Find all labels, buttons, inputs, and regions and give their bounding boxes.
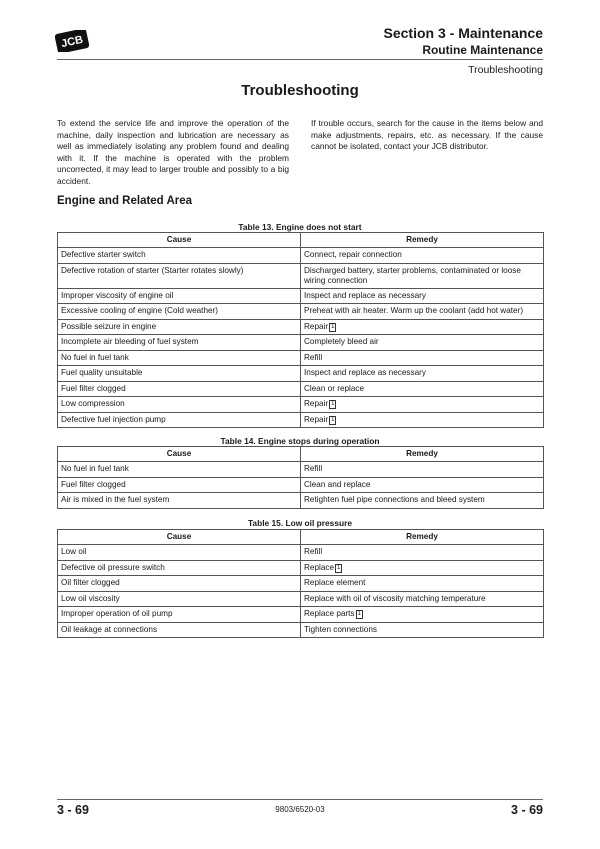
remedy-cell: [301, 381, 544, 397]
footnote-marker: 1: [331, 323, 335, 330]
column-header-remedy: Remedy: [301, 530, 544, 545]
remedy-text: Refill: [304, 547, 323, 556]
cause-cell: Incomplete air bleeding of fuel system: [58, 335, 301, 351]
table-row: [58, 412, 544, 428]
cause-cell: Air is mixed in the fuel system: [58, 493, 301, 509]
cause-cell: Oil filter clogged: [58, 576, 301, 592]
table-row: [58, 560, 544, 576]
remedy-cell: [301, 576, 544, 592]
table-row: [58, 381, 544, 397]
table-row: [58, 397, 544, 413]
topic-label: Troubleshooting: [468, 64, 543, 76]
cause-cell: No fuel in fuel tank: [58, 462, 301, 478]
table-row: [58, 493, 544, 509]
cause-cell: Excessive cooling of engine (Cold weather): [58, 304, 301, 320]
table-row: [58, 591, 544, 607]
table-row: [58, 622, 544, 638]
table-13-caption: Table 13. Engine does not start: [238, 222, 362, 232]
remedy-cell: [301, 319, 544, 335]
cause-cell: Improper viscosity of engine oil: [58, 288, 301, 304]
remedy-cell: [301, 412, 544, 428]
footnote-marker: 1: [337, 564, 341, 571]
subsection-title: Routine Maintenance: [422, 43, 543, 57]
table-row: [58, 335, 544, 351]
table-header-row: [58, 530, 544, 545]
table-row: [58, 248, 544, 264]
table-header-row: [58, 233, 544, 248]
svg-text:JCB: JCB: [60, 33, 85, 51]
footnote-marker: 1: [331, 416, 335, 423]
page-number-right: 3 - 69: [511, 803, 543, 817]
section-title: Section 3 - Maintenance: [383, 25, 543, 41]
column-header-cause: Cause: [58, 530, 301, 545]
remedy-cell: [301, 263, 544, 288]
table-row: [58, 350, 544, 366]
remedy-text: Clean and replace: [304, 479, 371, 489]
remedy-cell: [301, 350, 544, 366]
cause-cell: Low oil: [58, 545, 301, 561]
area-heading: Engine and Related Area: [57, 195, 193, 207]
remedy-cell: [301, 622, 544, 638]
remedy-cell: [301, 607, 544, 623]
table-row: [58, 607, 544, 623]
table-engine-stops: [57, 446, 544, 509]
cause-cell: Defective oil pressure switch: [58, 560, 301, 576]
table-row: [58, 304, 544, 320]
remedy-cell: [301, 397, 544, 413]
column-header-cause: Cause: [58, 447, 301, 462]
cause-cell: No fuel in fuel tank: [58, 350, 301, 366]
table-row: [58, 576, 544, 592]
remedy-cell: [301, 288, 544, 304]
remedy-cell: [301, 493, 544, 509]
document-number: 9803/6520-03: [275, 805, 325, 814]
remedy-text: Connect, repair connection: [304, 250, 402, 259]
column-header-cause: Cause: [58, 233, 301, 248]
remedy-cell: [301, 545, 544, 561]
jcb-logo: [55, 30, 89, 52]
remedy-text: Clean or replace: [304, 383, 365, 393]
page-number-left: 3 - 69: [57, 803, 89, 817]
header-divider: [57, 59, 543, 60]
remedy-text: Retighten fuel pipe connections and bleed system: [304, 495, 485, 504]
intro-paragraph-left: To extend the service life and improve the operation of the machine, daily inspection and lubrication are necessary as well as immediately isolating any problem found and dealing with it. If the machine is operated with the problem uncorrected, it may lead to larger trouble and possibly to a big accident.: [57, 118, 289, 186]
remedy-cell: [301, 462, 544, 478]
remedy-text: Replace: [304, 562, 335, 572]
footnote-marker: 1: [331, 401, 335, 407]
remedy-cell: [301, 560, 544, 576]
remedy-text: Replace with oil of viscosity matching temperature: [304, 593, 486, 603]
remedy-cell: [301, 477, 544, 493]
remedy-cell: [301, 335, 544, 351]
remedy-text: Inspect and replace as necessary: [304, 290, 426, 300]
cause-cell: Improper operation of oil pump: [58, 607, 301, 623]
table-row: [58, 366, 544, 382]
remedy-text: Repair: [304, 321, 329, 331]
cause-cell: Fuel filter clogged: [58, 477, 301, 493]
cause-cell: Defective rotation of starter (Starter rotates slowly): [58, 263, 301, 288]
intro-paragraph-right: If trouble occurs, search for the cause in the items below and make adjustments, repairs, etc. as necessary. If the cause cannot be isolated, contact your JCB distributor.: [311, 118, 543, 152]
table-row: [58, 477, 544, 493]
cause-cell: Low oil viscosity: [58, 591, 301, 607]
remedy-text: Repair: [304, 399, 329, 408]
remedy-text: Discharged battery, starter problems, contaminated or loose wiring connection: [304, 265, 521, 285]
table-row: [58, 263, 544, 288]
footnote-marker: 1: [357, 611, 361, 617]
remedy-cell: [301, 304, 544, 320]
table-14-caption: Table 14. Engine stops during operation: [220, 436, 380, 446]
remedy-cell: [301, 366, 544, 382]
cause-cell: Defective fuel injection pump: [58, 412, 301, 428]
cause-cell: Oil leakage at connections: [58, 622, 301, 638]
remedy-text: Tighten connections: [304, 624, 377, 634]
cause-cell: Low compression: [58, 397, 301, 413]
table-header-row: [58, 447, 544, 462]
remedy-text: Replace parts: [304, 609, 355, 618]
table-row: [58, 545, 544, 561]
cause-cell: Possible seizure in engine: [58, 319, 301, 335]
remedy-text: Preheat with air heater. Warm up the coolant (add hot water): [304, 306, 524, 315]
table-low-oil-pressure: [57, 529, 544, 638]
table-row: [58, 462, 544, 478]
table-engine-does-not-start: [57, 232, 544, 428]
page-title: Troubleshooting: [241, 82, 359, 99]
table-row: [58, 319, 544, 335]
remedy-text: Refill: [304, 352, 323, 362]
remedy-text: Completely bleed air: [304, 337, 379, 346]
table-15-caption: Table 15. Low oil pressure: [247, 518, 353, 528]
remedy-cell: [301, 591, 544, 607]
column-header-remedy: Remedy: [301, 447, 544, 462]
remedy-text: Inspect and replace as necessary: [304, 368, 426, 377]
column-header-remedy: Remedy: [301, 233, 544, 248]
remedy-cell: [301, 248, 544, 264]
remedy-text: Repair: [304, 414, 329, 424]
remedy-text: Replace element: [304, 578, 366, 587]
cause-cell: Fuel quality unsuitable: [58, 366, 301, 382]
footer-divider: [57, 799, 543, 800]
cause-cell: Defective starter switch: [58, 248, 301, 264]
remedy-text: Refill: [304, 464, 323, 473]
table-row: [58, 288, 544, 304]
cause-cell: Fuel filter clogged: [58, 381, 301, 397]
